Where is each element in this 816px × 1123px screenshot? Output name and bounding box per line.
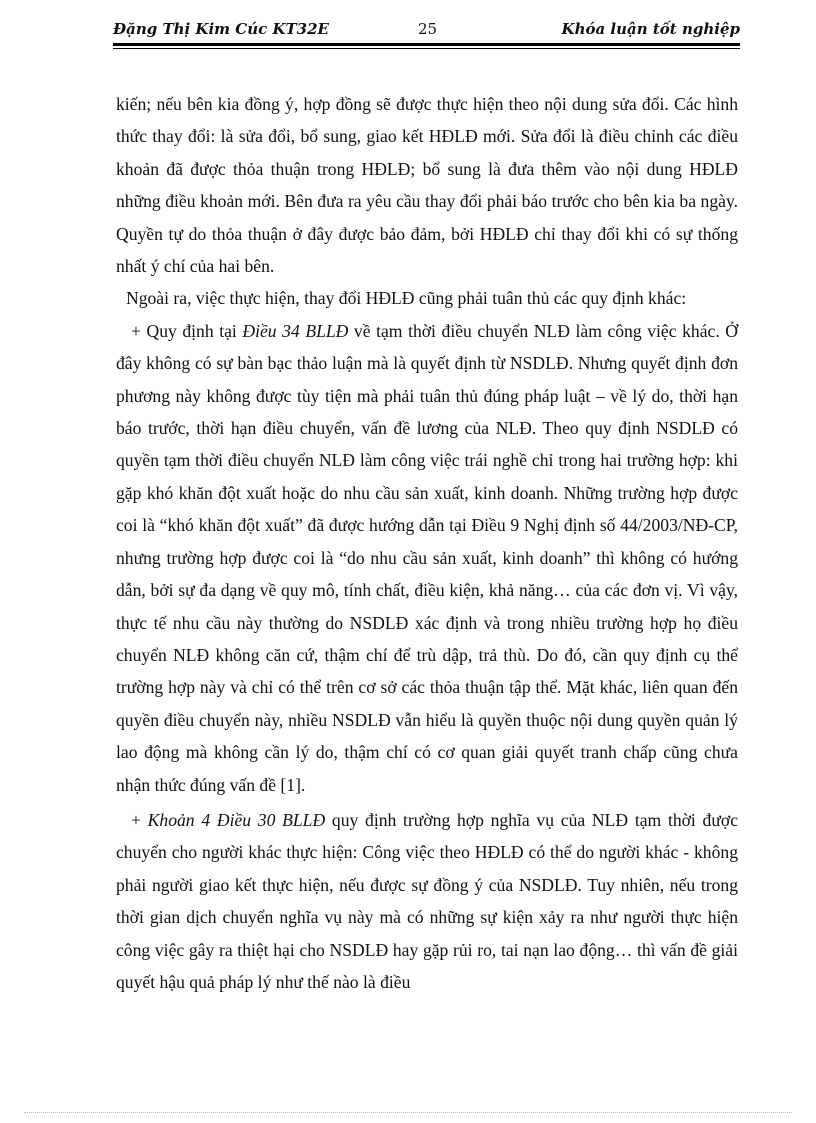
header-title: Khóa luận tốt nghiệp (561, 20, 740, 38)
header-author: Đặng Thị Kim Cúc KT32E (113, 20, 329, 38)
paragraph-4-citation: Khoản 4 Điều 30 BLLĐ (147, 809, 326, 830)
paragraph-4 (116, 804, 738, 998)
page-bottom-border (24, 1112, 792, 1113)
paragraph-4-prefix: + (131, 809, 148, 830)
paragraph-3 (116, 315, 738, 801)
paragraph-3-citation: Điều 34 BLLĐ (242, 320, 349, 341)
paragraph-2: Ngoài ra, việc thực hiện, thay đổi HĐLĐ cũng phải tuân thủ các quy định khác: (126, 288, 687, 309)
paragraph-3-text: về tạm thời điều chuyển NLĐ làm công việc khác. Ở đây không có sự bàn bạc thảo luận mà là quyết định từ NSDLĐ. Nhưng quyết định đơn phương này không được tùy tiện mà phải tuân thủ đúng pháp luật – về lý do, thời hạn báo trước, thời hạn điều chuyển, vấn đề lương của NLĐ. Theo quy định NSDLĐ có quyền tạm thời điều chuyển NLĐ làm công việc trái nghề chỉ trong hai trường hợp: khi gặp khó khăn đột xuất hoặc do nhu cầu sản xuất, kinh doanh. Những trường hợp được coi là “khó khăn đột xuất” đã được hướng dẫn tại Điều 9 Nghị định số 44/2003/NĐ-CP, nhưng trường hợp được coi là “do nhu cầu sản xuất, kinh doanh” thì không có hướng dẫn, bởi sự đa dạng về quy mô, tính chất, điều kiện, khả năng… của các đơn vị. Vì vậy, thực tế nhu cầu này thường do NSDLĐ xác định và trong nhiều trường hợp họ điều chuyển NLĐ không căn cứ, thậm chí để trù dập, trả thù. Do đó, cần quy định cụ thể trường hợp này và chỉ có thể trên cơ sở các thỏa thuận tập thể. Mặt khác, liên quan đến quyền điều chuyển này, nhiều NSDLĐ vẫn hiểu là quyền thuộc nội dung quyền quản lý lao động mà không cần lý do, thậm chí có cơ quan giải quyết tranh chấp cũng chưa nhận thức đúng vấn đề [1]. (116, 320, 738, 795)
paragraph-4-text: quy định trường hợp nghĩa vụ của NLĐ tạm thời được chuyển cho người khác thực hiện: Công việc theo HĐLĐ có thể do người khác - không phải người giao kết thực hiện, nếu được sự đồng ý của NSDLĐ. Tuy nhiên, nếu trong thời gian dịch chuyển nghĩa vụ này mà có những sự kiện xảy ra như người thực hiện công việc gây ra thiệt hại cho NSDLĐ hay gặp rủi ro, tai nạn lao động… thì vấn đề giải quyết hậu quả pháp lý như thế nào là điều (116, 809, 738, 992)
page-number: 25 (418, 20, 438, 38)
page-header (113, 12, 740, 42)
paragraph-3-prefix: + Quy định tại (131, 320, 243, 341)
header-rule-thin (113, 48, 740, 49)
header-rule-thick (113, 43, 740, 46)
document-body (116, 88, 738, 998)
paragraph-1: kiến; nếu bên kia đồng ý, hợp đồng sẽ được thực hiện theo nội dung sửa đổi. Các hình thức thay đổi: là sửa đổi, bổ sung, giao kết HĐLĐ mới. Sửa đổi là điều chỉnh các điều khoản đã được thỏa thuận trong HĐLĐ; bổ sung là đưa thêm vào nội dung HĐLĐ những điều khoản mới. Bên đưa ra yêu cầu thay đổi phải báo trước cho bên kia ba ngày. Quyền tự do thỏa thuận ở đây được bảo đảm, bởi HĐLĐ chỉ thay đổi khi có sự thống nhất ý chí của hai bên. (116, 94, 738, 277)
